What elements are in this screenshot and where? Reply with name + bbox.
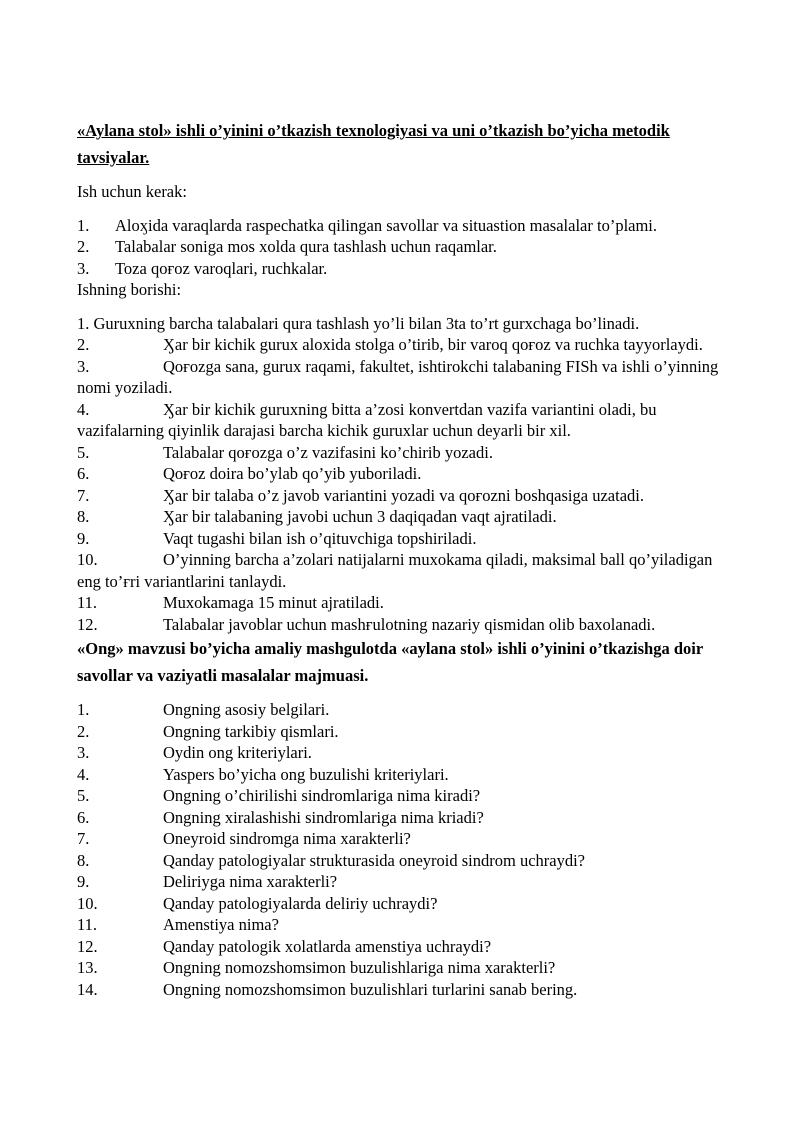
list-item: 3. Toza qoғoz varoqlari, ruchkalar. (77, 258, 328, 278)
list-item: 11. Muxokamaga 15 minut ajratiladi. (77, 593, 384, 612)
list-item: 8. Ӽar bir talabaning javobi uchun 3 daqiqadan vaqt ajratiladi. (77, 507, 557, 526)
list-item: 10. O’yinning barcha a’zolari natijalarni muxokama qiladi, maksimal ball qo’yiladigan eng to’ғri variantlarini tanlaydi. (77, 550, 713, 591)
list-item: 2. Ӽar bir kichik gurux aloxida stolga o’tirib, bir varoq qoғoz va ruchka tayyorlaydi. (77, 335, 703, 354)
list-item: 5. Ongning o’chirilishi sindromlariga nima kiradi? (77, 786, 481, 805)
process-list (77, 313, 737, 636)
list-item: 4. Yaspers bo’yicha ong buzulishi kriteriylari. (77, 764, 449, 784)
document-title: «Aylana stol» ishli o’yinini o’tkazish texnologiyasi va uni o’tkazish bo’yicha metodik tavsiyalar. (77, 121, 670, 167)
list-item: 2. Talabalar soniga mos xolda qura tashlash uchun raqamlar. (77, 237, 497, 256)
list-item: 3. Qoғozga sana, gurux raqami, fakultet, ishtirokchi talabaning FISh va ishli o’yinning nomi yoziladi. (77, 356, 719, 397)
list-item: 7. Ӽar bir talaba o’z javob variantini yozadi va qoғozni boshqasiga uzatadi. (77, 485, 644, 505)
list-item: 14. Ongning nomozshomsimon buzulishlari turlarini sanab bering. (77, 979, 578, 999)
list-item: 11. Amenstiya nima? (77, 915, 279, 934)
document-page (77, 117, 737, 1000)
list-item: 9. Deliriyga nima xarakterli? (77, 872, 338, 891)
list-item: 4. Ӽar bir kichik guruxning bitta a’zosi konvertdan vazifa variantini oladi, bu vazifalarning qiyinlik darajasi barcha kichik guruxlar uchun deyarli bir xil. (77, 399, 657, 440)
needs-list (77, 215, 737, 280)
list-item: 13. Ongning nomozshomsimon buzulishlariga nima xarakterli? (77, 958, 556, 977)
list-item: 1. Aloӽida varaqlarda raspechatka qilingan savollar va situastion masalalar to’plami. (77, 215, 658, 235)
list-item: 6. Ongning xiralashishi sindromlariga nima kriadi? (77, 807, 484, 827)
list-item: 7. Oneyroid sindromga nima xarakterli? (77, 829, 411, 848)
list-item: 10. Qanday patologiyalarda deliriy uchraydi? (77, 893, 438, 913)
section-title: «Ong» mavzusi bo’yicha amaliy mashgulotda «aylana stol» ishli o’yinini o’tkazishga doir savollar va vaziyatli masalalar majmuasi. (77, 639, 703, 685)
list-item: 12. Talabalar javoblar uchun mashғulotning nazariy qismidan olib baxolanadi. (77, 614, 656, 634)
questions-list (77, 699, 737, 1000)
list-item: 3. Oydin ong kriteriylari. (77, 743, 312, 762)
list-item: 2. Ongning tarkibiy qismlari. (77, 721, 339, 741)
list-item: 5. Talabalar qoғozga o’z vazifasini ko’chirib yozadi. (77, 442, 493, 462)
needs-heading: Ish uchun kerak: (77, 182, 187, 201)
list-item: 9. Vaqt tugashi bilan ish o’qituvchiga topshiriladi. (77, 528, 477, 548)
list-item: 6. Qoғoz doira bo’ylab qo’yib yuboriladi. (77, 464, 422, 483)
process-heading: Ishning borishi: (77, 280, 182, 299)
list-item: 12. Qanday patologik xolatlarda amenstiya uchraydi? (77, 936, 492, 956)
list-item: 1. Guruxning barcha talabalari qura tashlash yo’li bilan 3ta to’rt gurxchaga bo’linadi. (77, 313, 640, 333)
list-item: 1. Ongning asosiy belgilari. (77, 700, 330, 719)
list-item: 8. Qanday patologiyalar strukturasida oneyroid sindrom uchraydi? (77, 850, 586, 870)
